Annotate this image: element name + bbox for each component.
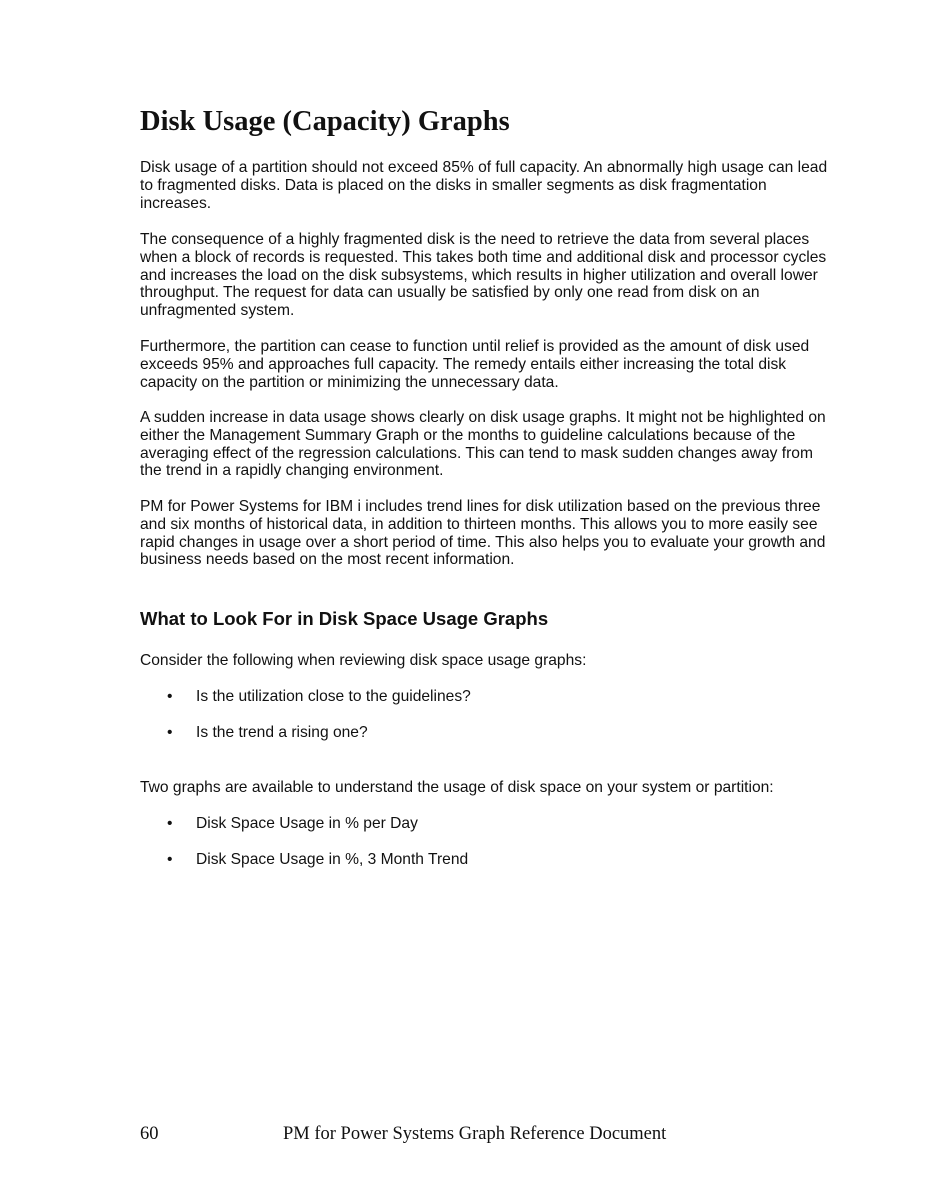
paragraph-fragmentation-consequence: The consequence of a highly fragmented disk is the need to retrieve the data from several places when a block of records is requested. This takes both time and additional disk and processor cycles and increases the load on the disk subsystems, which results in higher utilization and overall lower throughput. The request for data can usually be satisfied by only one read from disk on an unfragmented system.: [140, 231, 827, 320]
section-intro: Consider the following when reviewing disk space usage graphs:: [140, 652, 587, 669]
bullet-icon: •: [167, 688, 173, 705]
considerations-list: [140, 688, 830, 760]
paragraph-disk-usage-limit: Disk usage of a partition should not exceed 85% of full capacity. An abnormally high usage can lead to fragmented disks. Data is placed on the disks in smaller segments as disk fragmentation increases.: [140, 159, 828, 212]
footer-page-number: 60: [140, 1124, 159, 1144]
page-title: Disk Usage (Capacity) Graphs: [140, 106, 510, 137]
list-item: [140, 724, 830, 742]
list-item: [140, 688, 830, 706]
graphs-intro: Two graphs are available to understand the usage of disk space on your system or partition:: [140, 779, 774, 796]
paragraph-partition-cease: Furthermore, the partition can cease to function until relief is provided as the amount of disk used exceeds 95% and approaches full capacity. The remedy entails either increasing the total disk capacity on the partition or minimizing the unnecessary data.: [140, 338, 810, 391]
graphs-list: [140, 815, 830, 887]
bullet-icon: •: [167, 724, 173, 741]
list-item-text: Disk Space Usage in % per Day: [196, 815, 418, 832]
paragraph-sudden-increase: A sudden increase in data usage shows clearly on disk usage graphs. It might not be highlighted on either the Management Summary Graph or the months to guideline calculations because of the averaging effect of the regression calculations. This can tend to mask sudden changes away from the trend in a rapidly changing environment.: [140, 409, 826, 480]
list-item: [140, 815, 830, 833]
list-item: [140, 851, 830, 869]
section-heading: What to Look For in Disk Space Usage Graphs: [140, 608, 549, 629]
list-item-text: Is the utilization close to the guidelines?: [196, 688, 471, 705]
paragraph-trend-lines: PM for Power Systems for IBM i includes trend lines for disk utilization based on the previous three and six months of historical data, in addition to thirteen months. This allows you to more easily see rapid changes in usage over a short period of time. This also helps you to evaluate your growth and business needs based on the most recent information.: [140, 498, 826, 569]
list-item-text: Is the trend a rising one?: [196, 724, 368, 741]
bullet-icon: •: [167, 815, 173, 832]
footer-document-title: PM for Power Systems Graph Reference Document: [283, 1124, 667, 1144]
list-item-text: Disk Space Usage in %, 3 Month Trend: [196, 851, 469, 868]
bullet-icon: •: [167, 851, 173, 868]
